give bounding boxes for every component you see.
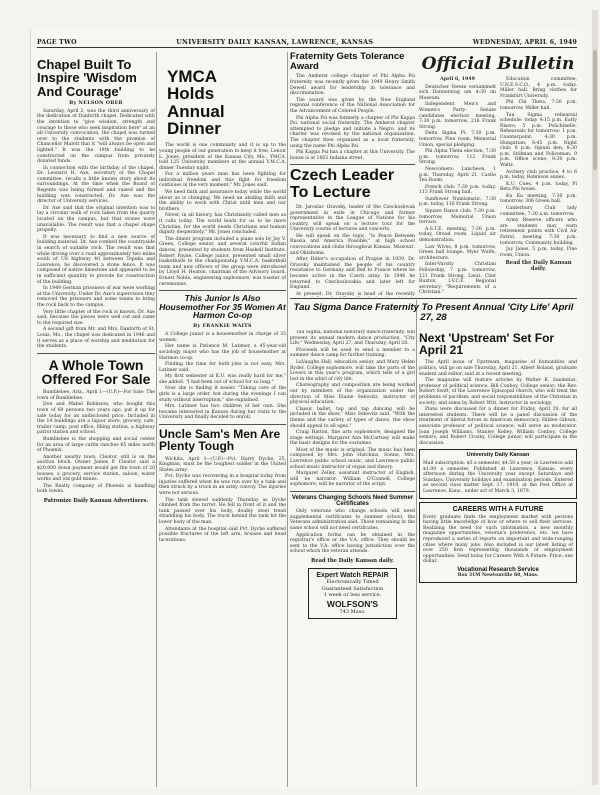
czech-body (290, 205, 415, 297)
paragraph: The Realty company of Phoenix is handling both towns. (37, 483, 155, 495)
paragraph: Pvt. Dyche was recovering in a hospital today from injuries suffered when he was run over by a tank and then struck by a truck in an army convoy. The injuries were not serious. (159, 474, 286, 497)
vertical-scrollbar[interactable] (592, 10, 598, 785)
paragraph: Never, in all history, has Christianity called men as it calls today. The world leads for us to be more Christian, for the world needs Christians and human dignity desperately," Mr. Jones concluded. (159, 213, 286, 236)
bulletin-item: French club: 7:30 p.m. today, 113 Frank Strong hall. (419, 184, 496, 196)
newspaper-page (30, 30, 583, 790)
junior-headline: This Junior Is Also Housemother For 35 Women At Harmon Co-op (159, 293, 286, 321)
whole-town-headline: A Whole Town Offered For Sale (41, 356, 151, 387)
upstream-body (419, 360, 577, 446)
chapel-body (37, 109, 155, 350)
paragraph: Most of the music is original. The music has been composed by Mrs. John Hutchins, Sonne, Mrs. Lawrence public school music, and Lawrence public school music instructor of organ and theory. (290, 447, 415, 470)
bulletin-callout: Read the Daily Kansan daily. (505, 260, 572, 272)
paragraph: For a million years man has been fighting for individual freedom and this fight for freedom continues in the very moment," Mr. Jones said. (159, 172, 286, 189)
column-rule (416, 300, 417, 787)
column-rule (156, 52, 157, 787)
paragraph: LaVaughn Hall, education senior, and Mary Helen Ryder, College sophomore, will take the parts of the Lovers in this year's program, which tells of a girl lost in the whirl of city life. (290, 359, 415, 382)
store-address: 743 Mass. (339, 608, 366, 615)
czech-article (290, 168, 415, 297)
paragraph: The world is one community and it is up to the young people of our generation to keep it free, Lenoir L. Jones, president of the Kansas City, Mo., YMCA, told 125 University members at the annual Y.M.C.A. dinner Tuesday night. (159, 143, 286, 171)
bulletin-item: Square Dance club: 7:30 p.m. tomorrow, Memorial Union terrace. (419, 209, 496, 226)
bulletin-item: Army Reserve officers who are students may earn retirement points with Civil Air Patrol, meeting 7:30 p.m. tomorrow, Community building. (500, 218, 577, 246)
ymca-headline: YMCA Holds Annual Dinner (167, 67, 225, 138)
paragraph: The magazine will feature articles by Walter K. Sandelius, professor of political science; Bill Conboy, College senior; the Rev. Robert Swift, of the Lawrence Episcopal church, who will treat the problems of pacifism; and social responsibilities of the Christian in society; and some by Robert Witt, instructor in sociology. (419, 378, 577, 406)
masthead-title: University Daily Kansan (466, 452, 530, 459)
paragraph: After Hitler's occupation of Prague in 1939, Dr. Oravsky maintained the people of his country resistance to Germany and fled to France where he became active in the Czech army. In 1946 he returned to Czechoslovakia and later left for England. (290, 257, 415, 291)
paragraph: Attendants at the hospital said Pvt. Dyche suffered possible fractures of the left arm, bruises and head lacerations. (159, 526, 286, 543)
fraternity-article (290, 52, 415, 161)
careers-address: Box 31M Newtonville 60, Mass. (457, 573, 539, 579)
chapel-byline: By NELSON OBER (69, 99, 123, 106)
store-name: WOLFSON'S (326, 598, 379, 609)
czech-headline: Czech Leader To Lecture (290, 167, 395, 201)
scrollbar-thumb[interactable] (593, 50, 597, 170)
bulletin-item: Canterbury Club lady committee, 7:30 a.m. tomorrow. (500, 206, 577, 217)
paragraph: It was necessary to find a new source of building material. Dr. Axe combed the countryside in search of suitable rock. The result was that while driving over a road approximately two miles south of US highway 40 between Topeka and Lawrence, he discovered a stone fence. It was composed of native limestone and appeared to be in sufficient quantity to provide for construction of the building. (37, 234, 155, 285)
column-3-top (290, 52, 415, 297)
issue-date: WEDNESDAY, APRIL 6, 1949 (472, 39, 577, 46)
bulletin-item: Deutscher Verein versammelt sich Donnerstag um 4:30 im Museum. (419, 84, 496, 101)
paragraph: Craig Hatton, fine arts sophomore, designed the stage settings. Margaret Ann McCartney will make the basic designs for the costumes. (290, 430, 415, 447)
chapel-article (37, 58, 155, 350)
paragraph: Application forms can be obtained in the registrar's office or the V.A. office. They should be sent to the V.A. office having jurisdiction over the school which the veteran attends. (290, 532, 415, 555)
bulletin-title: Official Bulletin (421, 54, 575, 74)
paragraph: My first semester at K.U. was really hard for me," she added. "I had been out of school for so long." (159, 374, 286, 385)
divider (37, 353, 155, 354)
paragraph: Bumblebee, Ariz., April 1—(U.P.)—For Sale: The town of Bumblebee. (37, 390, 155, 401)
page-number: PAGE TWO (37, 39, 77, 46)
ymca-body (159, 143, 286, 287)
upstream-headline: Next 'Upstream' Set For April 21 (419, 331, 555, 358)
careers-title: CAREERS WITH A FUTURE (452, 505, 544, 513)
paragraph: The dinner program included a piano solo by Jay V. Green, College senior, and several colorful Indian dances, presented by students from Haskell Institute. Robert Payne, College junior, presented small silver basketballs to the championship Y.M.C.A. basketball team and new officers of the group were introduced by Lloyd H. Heaton, chairman of the Advisory board. Ernest Noble, engineering sophomore, was toaster of ceremonies. (159, 236, 286, 287)
masthead-text: Mail subscription: $3 a semester, $4.50 a year; in Lawrence add $1.00 a semester. Published at Lawrence, Kansas, every afternoon during the University year except Saturdays and Sundays, University holidays and examination periods. Entered as second class matter Sept. 17, 1910, at the Post Office at Lawrence, Kans., under act of March 3, 1879. (423, 460, 573, 494)
paragraph: At present, Dr. Oravsky is head of the recently (296, 291, 415, 297)
paragraph: Classic ballet, tap and tap dancing will be included in the show," Miss Sebovitz said. "With the theme and the variety of types of dance, the show should appeal to all ages." (290, 406, 415, 429)
bulletin-left (419, 77, 496, 297)
paragraph: The award was given by the New England regional conference of the National Association for the Advancement of Colored People. (290, 97, 415, 114)
official-bulletin (419, 52, 577, 297)
paragraph: Proceeds will be used to send a member to a summer dance camp for further training. (290, 347, 415, 359)
paragraph: Wichita, April 1—(U.P.)—Pvt. Harry Dyche, 25, Kingman, must be the toughest soldier in the United States army. (159, 456, 286, 473)
careers-ad (419, 502, 577, 583)
paragraph: Phi Alpha Psi was formerly a chapter of Phi Kappa Psi, national social fraternity. The Amherst chapter attempted to pledge and initiate a Negro, and its charter was revoked by the national organization. The chapter then organized as a local fraternity, using the name Phi Alpha Psi. (290, 115, 415, 149)
paragraph: Phi Kappa Psi has a chapter at this University. The house is at 1602 Indiana street. (290, 150, 415, 161)
paragraph: Margaret Zeller, assistant instructor of English, will be narrator. William O'Connell, College sophomore, will be narrator of the script. (290, 471, 415, 488)
divider (159, 290, 286, 291)
uncle-sam-article (159, 428, 286, 543)
paragraph: Only veterans who change schools will need supplemental certificates to summer school, the Veterans administration said. Those remaining in the same school will not need certificates. (290, 509, 415, 532)
column-1 (37, 52, 155, 787)
whole-town-article (37, 358, 155, 504)
chapel-headline: Chapel Built To Inspire 'Wisdom And Courage' (37, 57, 137, 99)
column-2 (159, 52, 286, 787)
whole-town-body (37, 390, 155, 495)
masthead-box (419, 449, 577, 498)
bulletin-item: Sunflower Numismatic, 7:30 p.m. today, 116 Frank Strong. (419, 196, 496, 208)
bulletin-item: Ku Ku meeting, 7:30 p.m. tomorrow, 306 Green hall. (500, 193, 577, 205)
bulletin-item: A.S.T.E. meeting, 7:30 p.m. today, Oread room. Liquid air demonstration. (419, 226, 496, 244)
bulletin-item: Phi Chi Theta, 7:30 p.m. tomorrow, Miller hall. (500, 100, 577, 111)
column-4-bottom (419, 330, 577, 785)
paragraph: Her name is Patience M. Latimer, a 45-year-old sociology major who has the job of housemother at Harmon co-op. (159, 344, 286, 361)
divider (159, 424, 286, 425)
veterans-headline: Veterans Changing Schools Need Summer Certificates (291, 495, 414, 508)
ad-line: Guaranteed Satisfaction (321, 585, 384, 592)
junior-body (159, 332, 286, 421)
paragraph: The tank slewed suddenly Thursday as Dyche climbed from the turret. He fell in front of it and the tank passed over his body, doubly steel tread straddling his body. The truck behind the tank hit the lower body of the man. (159, 497, 286, 526)
patronize-note: Patronize Daily Kansan Advertisers. (43, 497, 149, 504)
paragraph: Choreography and composition are being worked out by members of the organization under the direction of Miss Elaine Sebovitz, instructor of physical education. (290, 383, 415, 406)
paragraph: In 1949 German prisoners of war were working at the University. Under Dr. Axe's supervision they removed the prisoners and some teams to bring the rock back to the campus. (37, 286, 155, 308)
page-header (37, 36, 577, 48)
bulletin-item: Jay Janes, 5 p.m. today, Pine room, Union. (500, 247, 577, 258)
veterans-callout: Read the Daily Kansan daily. (311, 558, 394, 564)
ad-line: Electronically Timed (326, 579, 379, 585)
tau-sigma-headline: Tau Sigma Dance Fraternity To Present Annual 'City Life' April 27, 28 (290, 298, 577, 322)
ymca-article (159, 68, 286, 287)
paragraph: Finding the time for both jobs is not easy, Mrs. Latimer said. (159, 362, 286, 373)
bulletin-item: Inter-Varsity Christian Fellowship, 7 p.m. tomorrow, 121 Frank Strong. Lieut. Clint Buxton, I.V.C.F. Regional secretary, "Requirements of a Christian." (419, 262, 496, 296)
paragraph: In connection with the birthday of the chapel, Dr. Leonard H. Axe, secretary of the Chapel committee, recalls a little known story about its surroundings. At the time when the Board of Regents was being formed and raised and the building was constructed, Dr. Axe was the director of University services. (37, 165, 155, 205)
paragraph: Very little chapter of the rock is known, Dr. Axe said, because the pieces were well cut and came to the required size. (37, 309, 155, 326)
bulletin-item: Archery club practice, 4 to 6 p.m. today, Robinson annex. (500, 169, 577, 181)
masthead-line: UNIVERSITY DAILY KANSAN, LAWRENCE, KANSAS (176, 38, 374, 46)
paragraph: Dr. Jaroslav Oravsky, leader of the Czechoslovak government in exile in Chicago and former representative in the League of Nations for his country, will speak on a lecture tour for the University course of lectures and concerts. (290, 204, 415, 233)
paragraph: Don and Mabel Robinson, who bought this town of 60 persons two years ago, put it up for sale today for an undisclosed price. Included in the 14 buildings are a liquor store, grocery, cafe, trailer camp, post office, filling station, a highway patrol station and school. (37, 402, 155, 436)
paragraph: Mrs. Latimer has two children of her own. She became interested in Kansas during her visits to the University and finally decided to enroll. (159, 404, 286, 421)
bulletin-item: Education committee, U.N.E.S.C.O., 4 p.m. today. Miller hall. Bring clothes for Frankfurt University. (500, 77, 577, 99)
veterans-body (290, 509, 415, 555)
bulletin-item: Delta Sigma Pi: 7:30 p.m. tomorrow, Pine room, Memorial Union, special pledging. (419, 131, 496, 148)
paragraph: The April issue of Upstream, magazine of humanities and politics, will go on sale Thursday, April 21. Albert Boland, graduate student and editor, said at a recent meeting. (419, 360, 577, 377)
bulletin-item: Independent Men's and Women's Party: Senate candidates election meeting, 7:30 p.m. tomorrow, 216 Frank Strong. (419, 102, 496, 130)
tau-sigma-body (290, 330, 415, 488)
paragraph: We need faith and assurance today while the world about us is changing. We need an abiding faith and the ability to work with Christ until men and our brothers. (159, 190, 286, 212)
tau-sigma-headline-block (290, 298, 577, 328)
column-rule (287, 52, 288, 787)
bulletin-item: K.U. Cues, 4 p.m. today, Pi Beta Phi house. (500, 181, 577, 193)
paragraph: Now she is finding it easier. "Taking care of the girls is a large order, but during the evenings I can study without interruption," she explained. (159, 386, 286, 403)
junior-byline: By FRANKIE WAITS (193, 323, 252, 330)
bulletin-item: Phi Alpha Theta election, 7:30 p.m. tomorrow, 112 Frank Strong. (419, 149, 496, 166)
fraternity-body (290, 74, 415, 161)
paragraph: A second gift from Mr. and Mrs. Danforth of St. Louis, Mo., the chapel was dedicated in 1946 and it serves as a place of worship and meditation for the students. (37, 327, 155, 350)
paragraph: Dr. Axe said that the original intention was to lay a circular walk of rock taken from the quarry located on the campus, but that stones were unavailable. The result was that a chapel shape propelly. (37, 205, 155, 234)
bulletin-item: Tau Sigma rehearsal schedule: today 4:15 p.m. Early Risers; 5 p.m. Polichinelle. Rehearsals for tomorrow: 1 p.m. Counterpoint; 4:30 p.m. Hungarian; 6:45 p.m. Night club; 8 p.m. Opium den; 8:30 p.m. Stillman and Policeman; 9 p.m. Office scene; 9:30 p.m. Waltz. (500, 112, 577, 168)
paragraph: Saturday, April 2, was the third anniversary of the dedication of Danforth chapel. Dedicated with the intention to "give wisdom, strength and courage to those who seek inspiration here" at an all-University convocation, the chapel was turned over to the students with the promise of Chancellor Malott that it "will always be open and lighted." It was the 19th building to be constructed on the campus from privately donated funds. (37, 108, 155, 165)
careers-text: Every graduate finds the employment market with persons having little knowledge of how or where to sell their services. Realizing the need for such information, a new monthly magazine opportunities, veteran's preference, etc. we have reproduced a series of reports on important and wide-ranging cities where many jobs. Also included is our latest listing of over 250 firm representing thousands of employment opportunities. Send today for Careers With A Future. Price: one dollar. (423, 514, 573, 565)
bulletin-right (500, 77, 577, 297)
paragraph: He will speak on the topic, "Is Peace Between Russia and America Possible," at high school convocations and clubs throughout Kansas, Missouri, and Oklahoma. (290, 233, 415, 256)
divider (290, 164, 415, 165)
paragraph: The Amherst college chapter of Phi Alpha Psi fraternity was recently given the 1949 Henry Smith Dewell award for leadership in tolerance and discrimination. (290, 74, 415, 97)
divider (290, 491, 415, 492)
paragraph: Another nearby town, Cleator, still is on the auction block. Owner James P. Cleator said a $20,000 down payment would get the town of 20 houses, a grocery, service station, saloon, water works and old gold mines. (37, 454, 155, 483)
paragraph: Bumblebee is the shopping and social center for an area of large cattle ranches 65 miles north of Phoenix. (37, 436, 155, 454)
uncle-sam-body (159, 457, 286, 544)
column-3-bottom (290, 330, 415, 785)
bulletin-item: Newcomers: Luncheon, 1 p.m. Thursday, April 21, Castle Tea Room. (419, 166, 496, 184)
expert-watch-title: Expert Watch REPAIR (316, 572, 389, 579)
uncle-sam-headline: Uncle Sam's Men Are Plenty Tough (159, 427, 281, 454)
bulletin-date: April 6, 1949 (440, 76, 475, 82)
ad-line: 1 week or less service. (323, 592, 382, 598)
paragraph: A College junior is a housemother in charge of 35 women. (159, 332, 286, 343)
careers-service: Vocational Research Service (457, 567, 539, 574)
fraternity-headline: Fraternity Gets Tolerance Award (290, 52, 405, 72)
expert-watch-ad (308, 568, 397, 619)
bulletin-item: Law Wives, 8 p.m. tomorrow, Green hall lounge. Myer Wulfe, architecture. (419, 244, 496, 261)
paragraph: Plans were discussed for a dinner for Friday, April 29, for all interested students. There will be a panel discussion of the treatment of liberal forces in American democracy. Hilden Gibson, associate professor of political science, will serve as moderator. Joan Joseph Williams, Stanley Kelley, William Conboy, College seniors, and Robert Crosky, College junior, will participate in the discussion. (419, 407, 577, 446)
junior-article (159, 294, 286, 421)
paragraph: Tau Sigma, national honorary dance fraternity, will present its annual modern dance production, "City Life," Wednesday, April 27, and Thursday, April 28. (290, 330, 415, 347)
